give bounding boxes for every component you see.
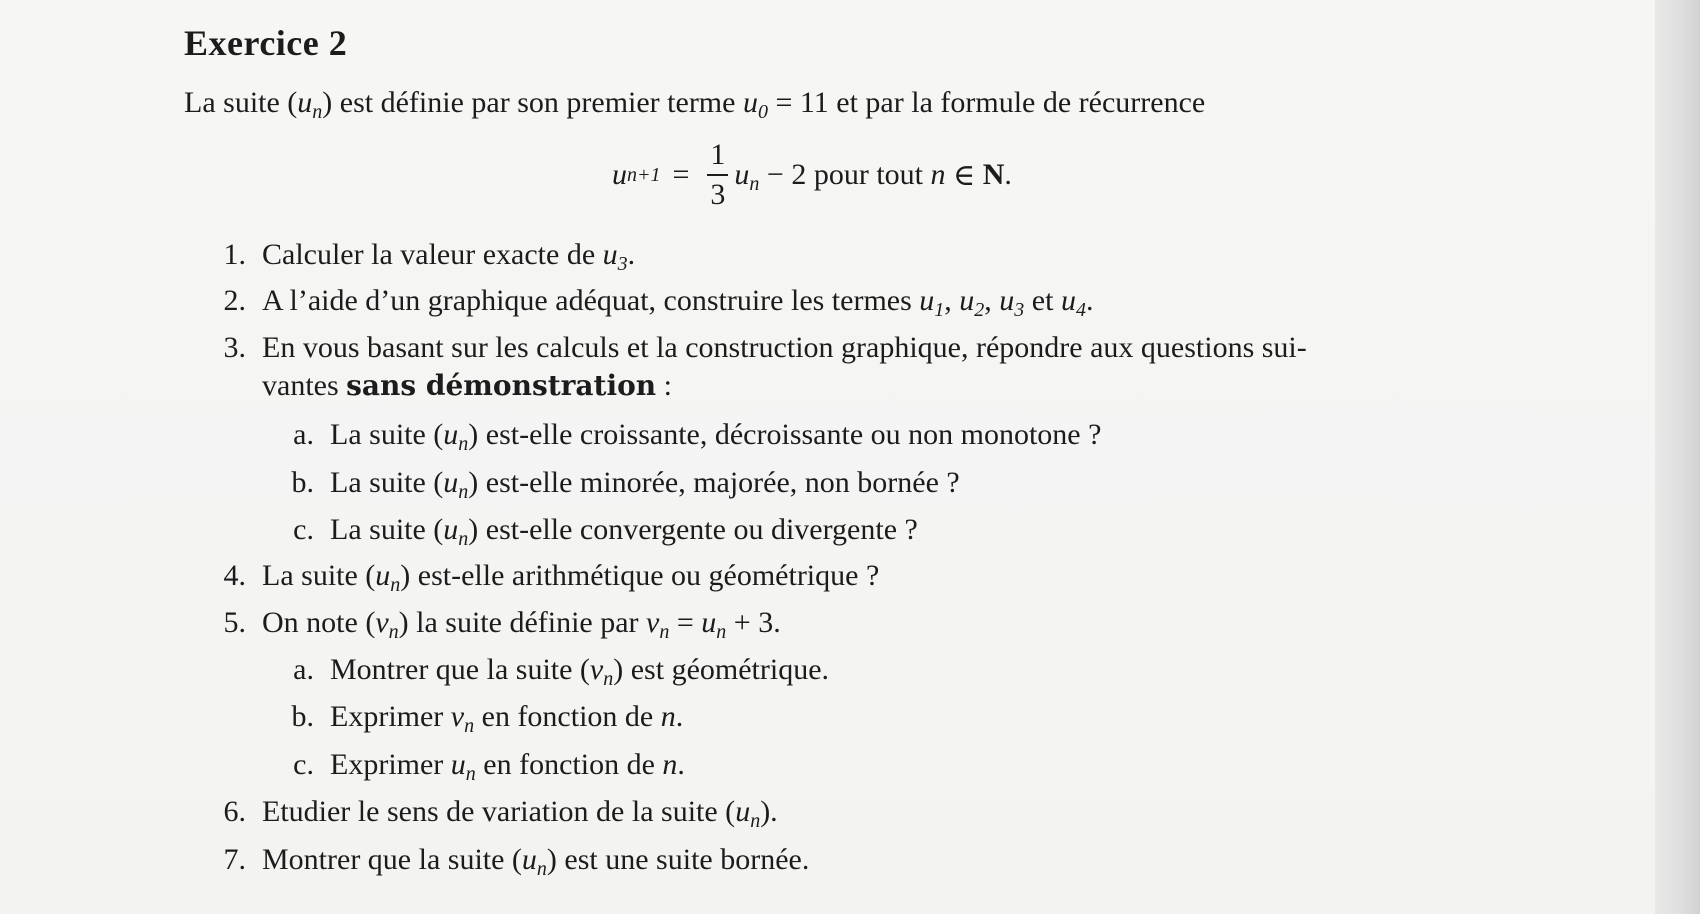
fraction-one-third: $\frac{1}{3}$ [707, 140, 728, 210]
exercise-title: Exercice 2 [184, 23, 348, 63]
page-edge-shadow [1655, 0, 1700, 914]
exercise-intro: La suite $(u_n)$ est définie par son premier terme $u_0 = 11$ et par la formule de récurrence [184, 86, 1206, 123]
recurrence-formula: u n+1 = $\frac{1}{3}$ $u_n$ − 2 pour tout n ∈ N . [612, 138, 1012, 211]
question-3-line-2: vantes sans démonstration : [262, 369, 673, 402]
